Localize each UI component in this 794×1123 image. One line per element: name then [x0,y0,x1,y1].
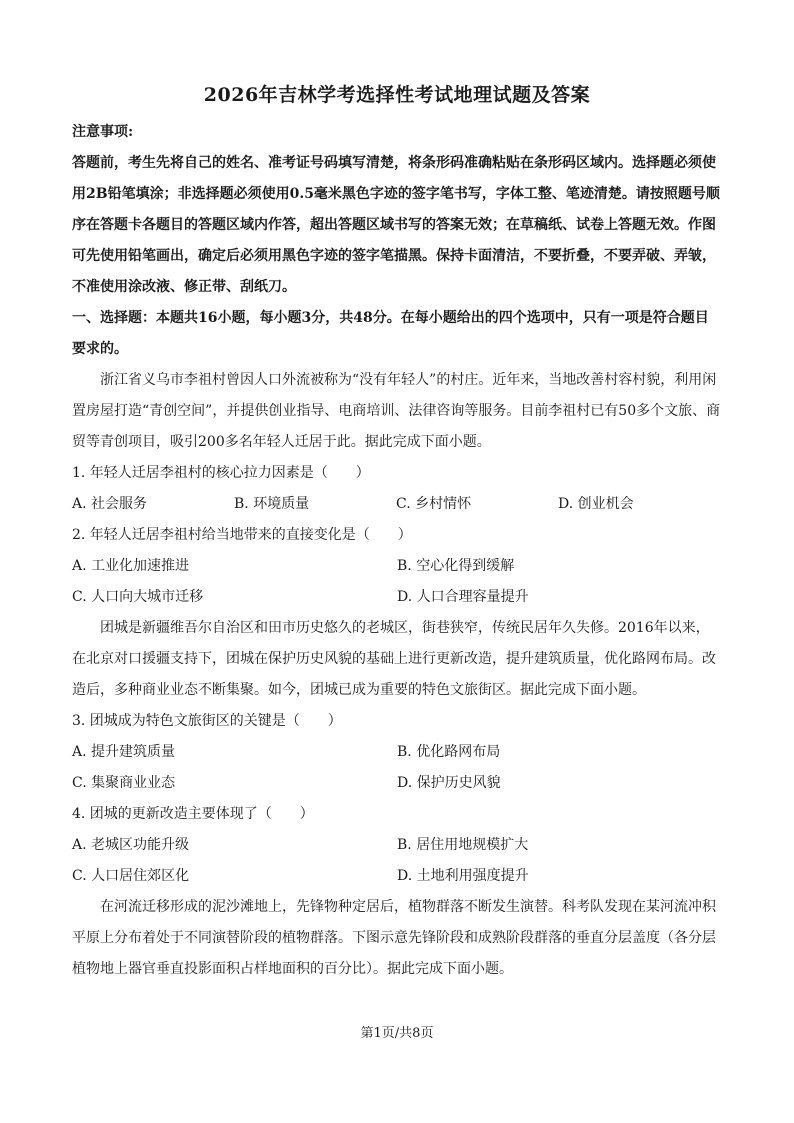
option: A. 老城区功能升级 [72,837,190,853]
option: A. 社会服务 [72,496,148,512]
option: D. 创业机会 [558,496,634,512]
question-3-stem: 3. 团城成为特色文旅街区的关键是（ ） [72,713,342,729]
option: D. 人口合理容量提升 [397,589,529,605]
passage-1: 浙江省义乌市李祖村曾因人口外流被称为“没有年轻人”的村庄。近年来，当地改善村容村貌，利用闲置房屋打造“青创空间”，并提供创业指导、电商培训、法律咨询等服务。目前李祖村已有50多个文旅、商贸等青创项目，吸引200多名年轻人迁居于此。据此完成下面小题。 [72,372,721,450]
option: A. 工业化加速推进 [72,558,190,574]
option: B. 居住用地规模扩大 [397,837,529,853]
option: D. 保护历史风貌 [397,775,501,791]
option: C. 人口居住郊区化 [72,868,190,884]
option: C. 人口向大城市迁移 [72,589,204,605]
page-footer: 第1页/共8页 [360,1026,434,1041]
passage-2: 团城是新疆维吾尔自治区和田市历史悠久的老城区，街巷狭窄，传统民居年久失修。2016年以来，在北京对口援疆支持下，团城在保护历史风貌的基础上进行更新改造，提升建筑质量，优化路网布局。改造后，多种商业业态不断集聚。如今，团城已成为重要的特色文旅街区。据此完成下面小题。 [72,620,716,698]
question-2-options-row-1 [72,551,722,582]
notice-heading: 注意事项: [72,124,134,140]
section-heading: 一、选择题：本题共16小题，每小题3分，共48分。在每小题给出的四个选项中，只有一项是符合题目要求的。 [72,310,709,357]
question-1-options [72,489,722,520]
option: B. 环境质量 [234,496,310,512]
question-2-options-row-2 [72,582,722,613]
question-4-stem: 4. 团城的更新改造主要体现了（ ） [72,806,314,822]
document-page [72,80,722,985]
question-2-stem: 2. 年轻人迁居李祖村给当地带来的直接变化是（ ） [72,527,412,543]
notice-body: 答题前，考生先将自己的姓名、准考证号码填写清楚，将条形码准确粘贴在条形码区域内。选择题必须使用2B铅笔填涂；非选择题必须使用0.5毫米黑色字迹的签字笔书写，字体工整、笔迹清楚。请按照题号顺序在答题卡各题目的答题区域内作答，超出答题区域书写的答案无效；在草稿纸、试卷上答题无效。作图可先使用铅笔画出，确定后必须用黑色字迹的签字笔描黑。保持卡面清洁，不要折叠，不要弄破、弄皱，不准使用涂改液、修正带、刮纸刀。 [72,155,720,295]
question-3-options-row-1 [72,737,722,768]
option: B. 优化路网布局 [397,744,501,760]
question-4-options-row-2 [72,861,722,892]
option: A. 提升建筑质量 [72,744,176,760]
question-3-options-row-2 [72,768,722,799]
question-4-options-row-1 [72,830,722,861]
option: C. 乡村情怀 [396,496,472,512]
option: C. 集聚商业业态 [72,775,176,791]
page-title: 2026年吉林学考选择性考试地理试题及答案 [203,84,591,106]
option: D. 土地利用强度提升 [397,868,529,884]
passage-3: 在河流迁移形成的泥沙滩地上，先锋物种定居后，植物群落不断发生演替。科考队发现在某河流冲积平原上分布着处于不同演替阶段的植物群落。下图示意先锋阶段和成熟阶段群落的垂直分层盖度（各分层植物地上器官垂直投影面积占样地面积的百分比）。据此完成下面小题。 [72,899,716,977]
question-1-stem: 1. 年轻人迁居李祖村的核心拉力因素是（ ） [72,465,370,481]
option: B. 空心化得到缓解 [397,558,515,574]
